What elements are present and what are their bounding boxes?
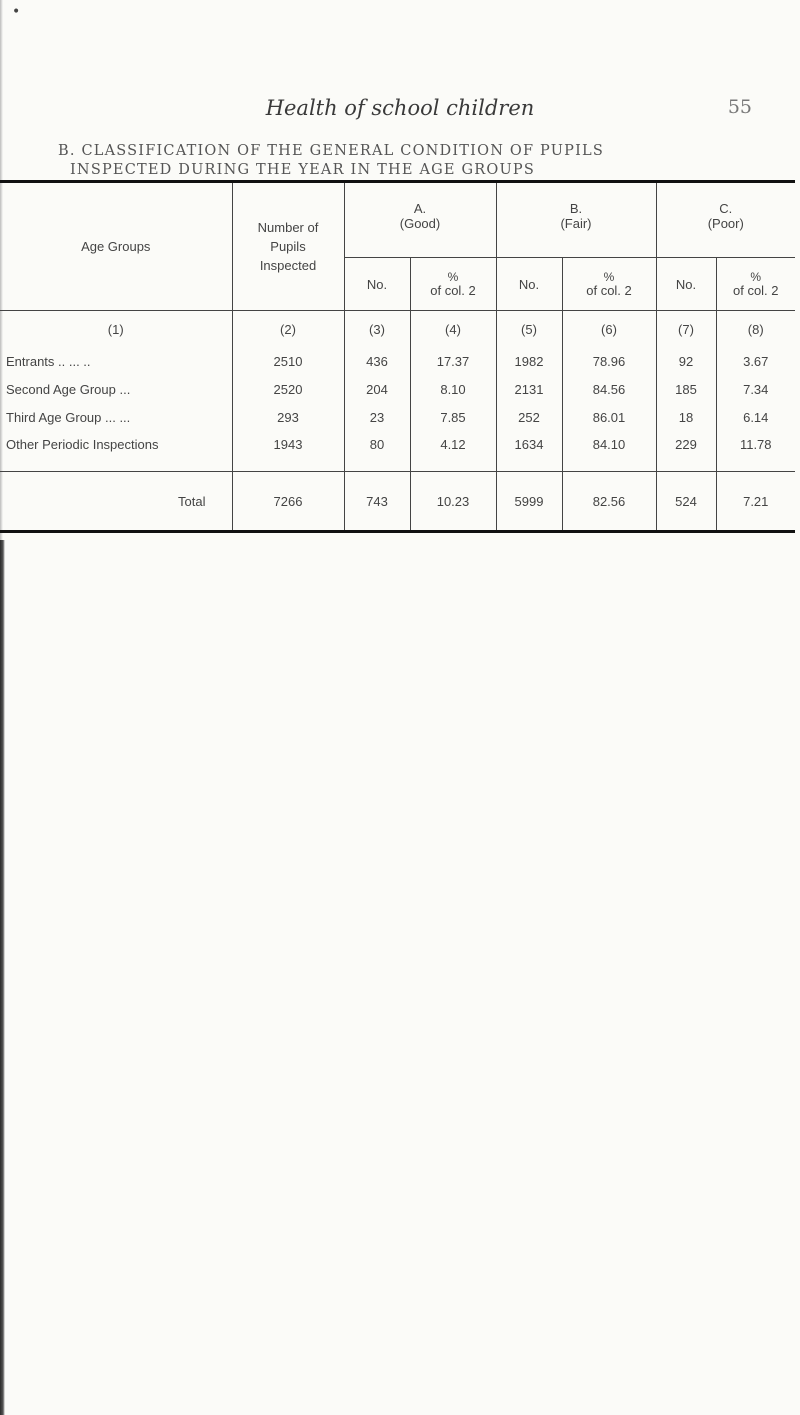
cell-c-no: 229 bbox=[656, 431, 716, 472]
table-row bbox=[0, 375, 795, 403]
total-row bbox=[0, 472, 795, 531]
cell-a-no: 23 bbox=[344, 403, 410, 431]
cell-c-pct: 11.78 bbox=[716, 431, 795, 472]
running-title: Health of school children bbox=[265, 96, 535, 120]
cell-c-pct: 6.14 bbox=[716, 403, 795, 431]
cell-a-pct: 4.12 bbox=[410, 431, 496, 472]
cell-b-pct: 78.96 bbox=[562, 347, 656, 375]
total-b-pct: 82.56 bbox=[562, 472, 656, 531]
section-heading bbox=[58, 142, 778, 180]
cell-b-no: 2131 bbox=[496, 375, 562, 403]
row-label: Second Age Group ... bbox=[6, 381, 131, 397]
header-b-no: No. bbox=[496, 258, 562, 311]
pct-label: of col. 2 bbox=[732, 283, 779, 298]
header-group-b-name: (Fair) bbox=[560, 216, 592, 231]
header-group-good bbox=[344, 183, 496, 258]
section-heading-line-2: INSPECTED DURING THE YEAR IN THE AGE GROUPS bbox=[70, 162, 535, 178]
column-number: (2) bbox=[232, 311, 344, 348]
cell-b-no: 252 bbox=[496, 403, 562, 431]
cell-c-pct: 3.67 bbox=[716, 347, 795, 375]
header-group-c-letter: C. bbox=[719, 201, 733, 216]
header-group-fair bbox=[496, 183, 656, 258]
cell-a-pct: 17.37 bbox=[410, 347, 496, 375]
row-label: Other Periodic Inspections bbox=[6, 437, 159, 452]
cell-b-pct: 84.10 bbox=[562, 431, 656, 472]
cell-a-no: 204 bbox=[344, 375, 410, 403]
cell-b-pct: 86.01 bbox=[562, 403, 656, 431]
pct-sign: % bbox=[750, 270, 762, 284]
cell-c-no: 18 bbox=[656, 403, 716, 431]
bottom-rule bbox=[0, 530, 795, 533]
header-pupils-line-1: Number of bbox=[257, 220, 319, 235]
page-edge-binding bbox=[0, 540, 5, 1415]
row-label: Entrants .. ... .. bbox=[6, 353, 91, 369]
header-group-b-letter: B. bbox=[569, 201, 583, 216]
total-label: Total bbox=[0, 472, 232, 531]
cell-a-pct: 8.10 bbox=[410, 375, 496, 403]
header-b-pct bbox=[562, 258, 656, 311]
bullet-mark: • bbox=[12, 4, 21, 20]
total-c-no: 524 bbox=[656, 472, 716, 531]
cell-b-no: 1982 bbox=[496, 347, 562, 375]
cell-b-no: 1634 bbox=[496, 431, 562, 472]
total-b-no: 5999 bbox=[496, 472, 562, 531]
header-group-c-name: (Poor) bbox=[707, 216, 744, 231]
cell-c-pct: 7.34 bbox=[716, 375, 795, 403]
pct-label: of col. 2 bbox=[586, 283, 632, 298]
cell-pupils: 1943 bbox=[232, 431, 344, 472]
header-pupils-line-3: Inspected bbox=[259, 258, 317, 273]
cell-a-no: 436 bbox=[344, 347, 410, 375]
header-c-no: No. bbox=[656, 258, 716, 311]
cell-pupils: 2520 bbox=[232, 375, 344, 403]
header-c-pct bbox=[716, 258, 795, 311]
table-row bbox=[0, 347, 795, 375]
column-number: (8) bbox=[716, 311, 795, 348]
column-number: (1) bbox=[0, 311, 232, 348]
column-number: (5) bbox=[496, 311, 562, 348]
column-number: (4) bbox=[410, 311, 496, 348]
column-number: (6) bbox=[562, 311, 656, 348]
page-number: 55 bbox=[727, 96, 752, 118]
section-heading-line-1: B. CLASSIFICATION OF THE GENERAL CONDITION OF PUPILS bbox=[58, 143, 605, 159]
row-label: Third Age Group ... ... bbox=[6, 409, 131, 425]
cell-c-no: 92 bbox=[656, 347, 716, 375]
header-a-pct bbox=[410, 258, 496, 311]
total-c-pct: 7.21 bbox=[716, 472, 795, 531]
pct-sign: % bbox=[447, 270, 459, 284]
table-row bbox=[0, 431, 795, 472]
header-group-poor bbox=[656, 183, 795, 258]
condition-table bbox=[0, 180, 795, 533]
column-number: (7) bbox=[656, 311, 716, 348]
pct-label: of col. 2 bbox=[430, 283, 476, 298]
cell-a-no: 80 bbox=[344, 431, 410, 472]
total-a-no: 743 bbox=[344, 472, 410, 531]
header-age-groups: Age Groups bbox=[0, 183, 232, 311]
header-group-a-name: (Good) bbox=[399, 216, 441, 231]
header-a-no: No. bbox=[344, 258, 410, 311]
header-row-groups bbox=[0, 183, 795, 258]
table-row bbox=[0, 403, 795, 431]
cell-pupils: 2510 bbox=[232, 347, 344, 375]
pct-sign: % bbox=[603, 270, 615, 284]
cell-a-pct: 7.85 bbox=[410, 403, 496, 431]
cell-pupils: 293 bbox=[232, 403, 344, 431]
header-pupils-inspected bbox=[232, 183, 344, 311]
header-pupils-line-2: Pupils bbox=[270, 239, 306, 254]
total-a-pct: 10.23 bbox=[410, 472, 496, 531]
header-group-a-letter: A. bbox=[413, 201, 427, 216]
column-number-row bbox=[0, 311, 795, 348]
cell-b-pct: 84.56 bbox=[562, 375, 656, 403]
cell-c-no: 185 bbox=[656, 375, 716, 403]
total-pupils: 7266 bbox=[232, 472, 344, 531]
column-number: (3) bbox=[344, 311, 410, 348]
